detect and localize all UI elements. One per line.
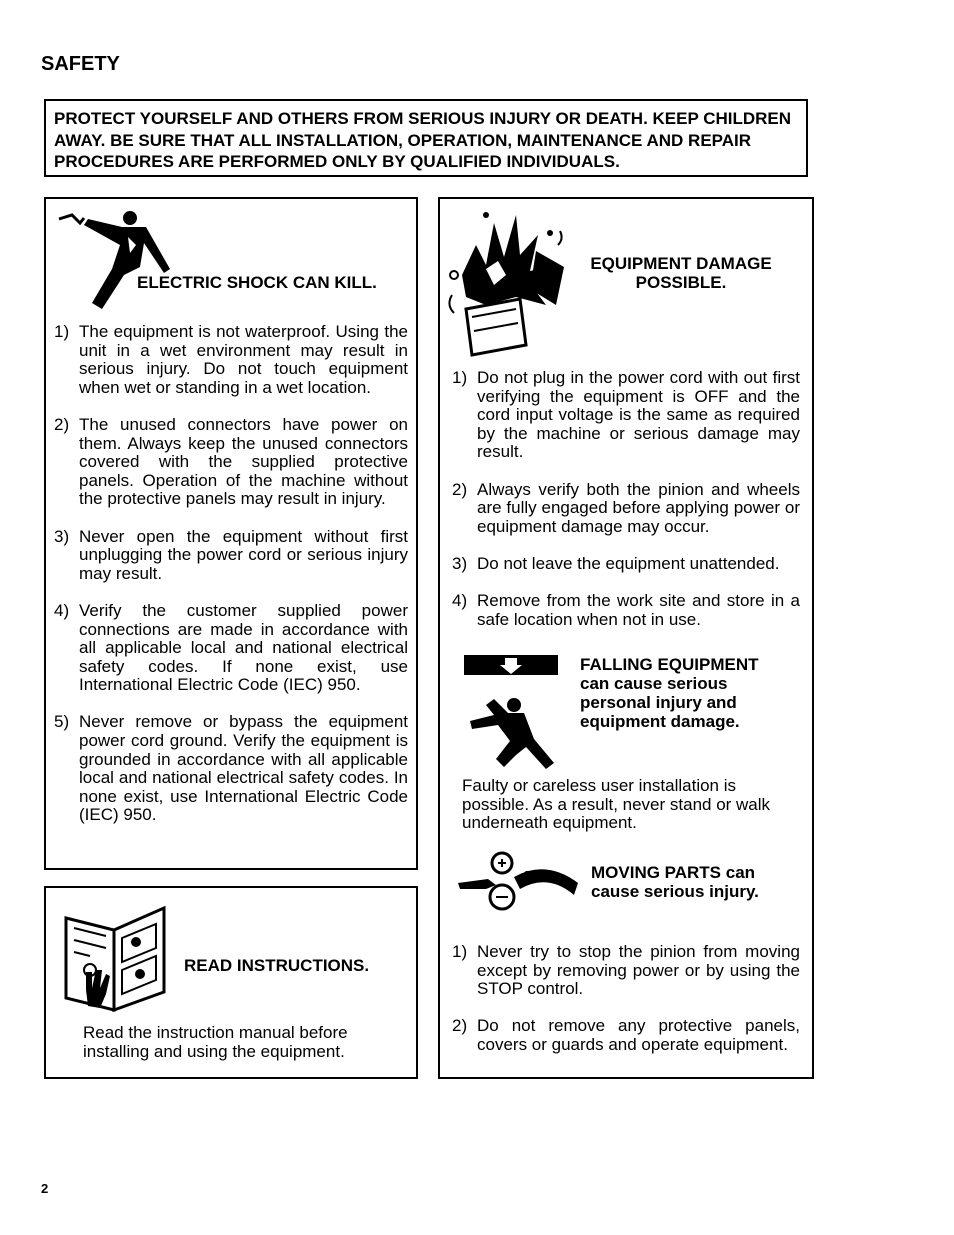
list-item (54, 602, 408, 695)
list-item (452, 481, 800, 537)
item-text: The unused connectors have power on them. Always keep the unused connectors covered with the supplied protective panels. Operation of the machine without the protective panels may result in injury. (79, 414, 408, 509)
equipment-damage-list (452, 369, 800, 648)
item-number: 2) (452, 479, 468, 499)
falling-equipment-title: FALLING EQUIPMENT can cause serious personal injury and equipment damage. (580, 655, 759, 731)
list-item (54, 713, 408, 825)
page-heading: SAFETY (41, 53, 120, 75)
item-text: Do not remove any protective panels, covers or guards and operate equipment. (477, 1016, 800, 1054)
equipment-explosion-icon (446, 205, 570, 359)
item-number: 2) (54, 414, 70, 434)
item-text: The equipment is not waterproof. Using the unit in a wet environment may result in serious injury. Do not touch equipment when wet or standing in a wet location. (79, 322, 408, 397)
item-number: 3) (452, 553, 468, 573)
electric-shock-panel (44, 197, 418, 870)
list-item (54, 416, 408, 509)
item-text: Never try to stop the pinion from moving except by removing power or by using the STOP control. (477, 942, 800, 999)
item-text: Never open the equipment without first unplugging the power cord or serious injury may result. (79, 526, 408, 583)
list-item (452, 369, 800, 462)
item-number: 2) (452, 1016, 468, 1036)
item-text: Remove from the work site and store in a safe location when not in use. (477, 591, 800, 629)
item-number: 5) (54, 712, 70, 732)
read-instructions-title: READ INSTRUCTIONS. (184, 956, 370, 975)
list-item (452, 1017, 800, 1054)
item-text: Verify the customer supplied power connections are made in accordance with all applicable local and national electrical safety codes. If none exist, use International Electric Code (IEC) 950. (79, 600, 408, 695)
item-text: Do not plug in the power cord with out first verifying the equipment is OFF and the cord input voltage is the same as required by the machine or serious damage may result. (477, 368, 800, 462)
electric-shock-list (54, 323, 408, 844)
item-number: 3) (54, 526, 70, 546)
item-number: 4) (54, 600, 70, 620)
equipment-damage-title: EQUIPMENT DAMAGE POSSIBLE. (590, 254, 772, 292)
item-text: Do not leave the equipment unattended. (477, 553, 780, 573)
moving-parts-title: MOVING PARTS can cause serious injury. (591, 863, 759, 901)
equipment-hazards-panel (438, 197, 814, 1079)
item-number: 1) (452, 368, 468, 387)
item-text: Always verify both the pinion and wheels are fully engaged before applying power or equipment damage may occur. (477, 479, 800, 536)
item-text: Never remove or bypass the equipment power cord ground. Verify the equipment is grounded in accordance with all applicable local and national electrical safety codes. In none exist, use International Electric Code (IEC) 950. (79, 712, 408, 825)
page-number: 2 (41, 1181, 49, 1196)
read-instructions-text: Read the instruction manual before installing and using the equipment. (83, 1023, 348, 1061)
electric-shock-title: ELECTRIC SHOCK CAN KILL. (137, 273, 377, 292)
electric-shock-icon (54, 205, 174, 315)
list-item (54, 323, 408, 397)
list-item (452, 592, 800, 629)
instruction-manual-icon (60, 898, 172, 1018)
list-item (452, 943, 800, 999)
warning-banner: PROTECT YOURSELF AND OTHERS FROM SERIOUS INJURY OR DEATH. KEEP CHILDREN AWAY. BE SURE THAT ALL INSTALLATION, OPERATION, MAINTENANCE AND REPAIR PROCEDURES ARE PERFORMED ONLY BY QUALIFIED INDIVIDUALS. (44, 99, 808, 177)
list-item (54, 528, 408, 584)
item-number: 1) (452, 942, 468, 961)
falling-equipment-text: Faulty or careless user installation is possible. As a result, never stand or walk underneath equipment. (462, 776, 771, 833)
list-item (452, 555, 800, 574)
item-number: 4) (452, 591, 468, 611)
moving-parts-list (452, 943, 800, 1073)
read-instructions-panel (44, 886, 418, 1079)
item-number: 1) (54, 322, 70, 341)
moving-gears-hand-icon (456, 849, 580, 919)
falling-object-icon (464, 655, 560, 771)
